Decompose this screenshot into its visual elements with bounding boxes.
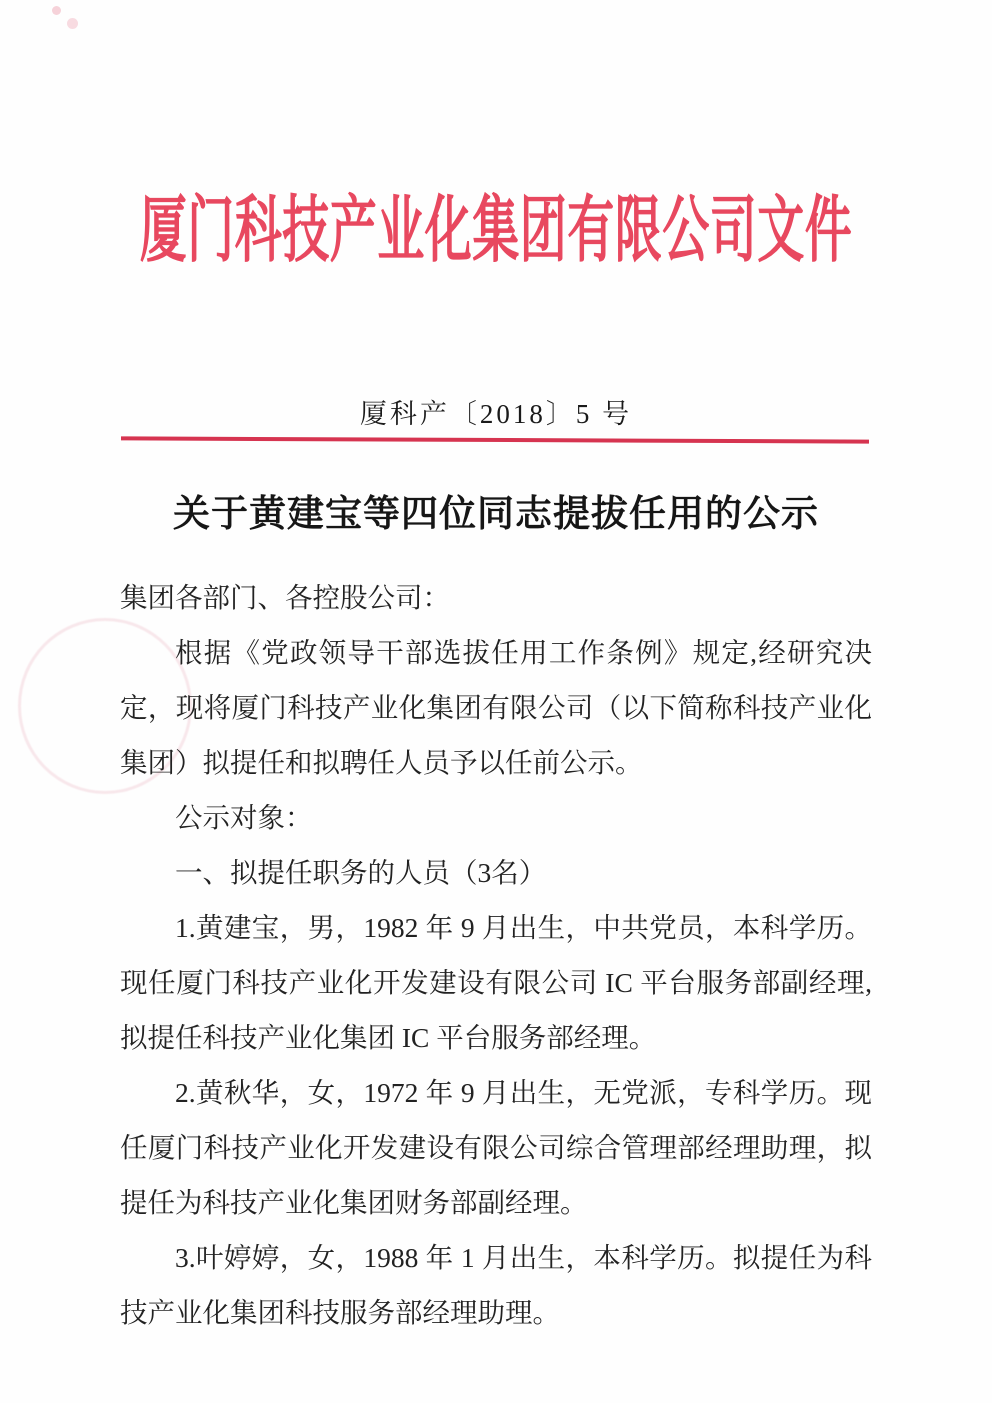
scan-artifact-speck xyxy=(67,18,78,29)
body-paragraph-basis: 根据《党政领导干部选拔任用工作条例》规定,经研究决定，现将厦门科技产业化集团有限公司（以下简称科技产业化集团）拟提任和拟聘任人员予以任前公示。 xyxy=(120,637,872,778)
salutation-line: 集团各部门、各控股公司： xyxy=(120,582,450,613)
document-title: 关于黄建宝等四位同志提拔任用的公示 xyxy=(173,494,819,535)
body-paragraph-person-1: 1.黄建宝，男，1982 年 9 月出生，中共党员，本科学历。现任厦门科技产业化开发建设有限公司 IC 平台服务部副经理,拟提任科技产业化集团 IC 平台服务部经理。 xyxy=(120,912,872,1053)
body-paragraph-person-2: 2.黄秋华，女，1972 年 9 月出生，无党派，专科学历。现任厦门科技产业化开发建设有限公司综合管理部经理助理，拟提任为科技产业化集团财务部副经理。 xyxy=(120,1077,872,1218)
body-paragraph-subjects-label: 公示对象： xyxy=(175,802,313,833)
document-body xyxy=(120,570,872,1340)
body-paragraph-person-3: 3.叶婷婷，女，1988 年 1 月出生，本科学历。拟提任为科技产业化集团科技服务部经理助理。 xyxy=(120,1242,872,1328)
document-number: 厦科产〔2018〕5 号 xyxy=(359,399,633,429)
red-letterhead-title: 厦门科技产业化集团有限公司文件 xyxy=(139,191,853,272)
section-heading-promotion-list: 一、拟提任职务的人员（3名） xyxy=(175,857,547,888)
scan-artifact-speck xyxy=(52,6,61,15)
red-separator-rule xyxy=(121,436,869,443)
